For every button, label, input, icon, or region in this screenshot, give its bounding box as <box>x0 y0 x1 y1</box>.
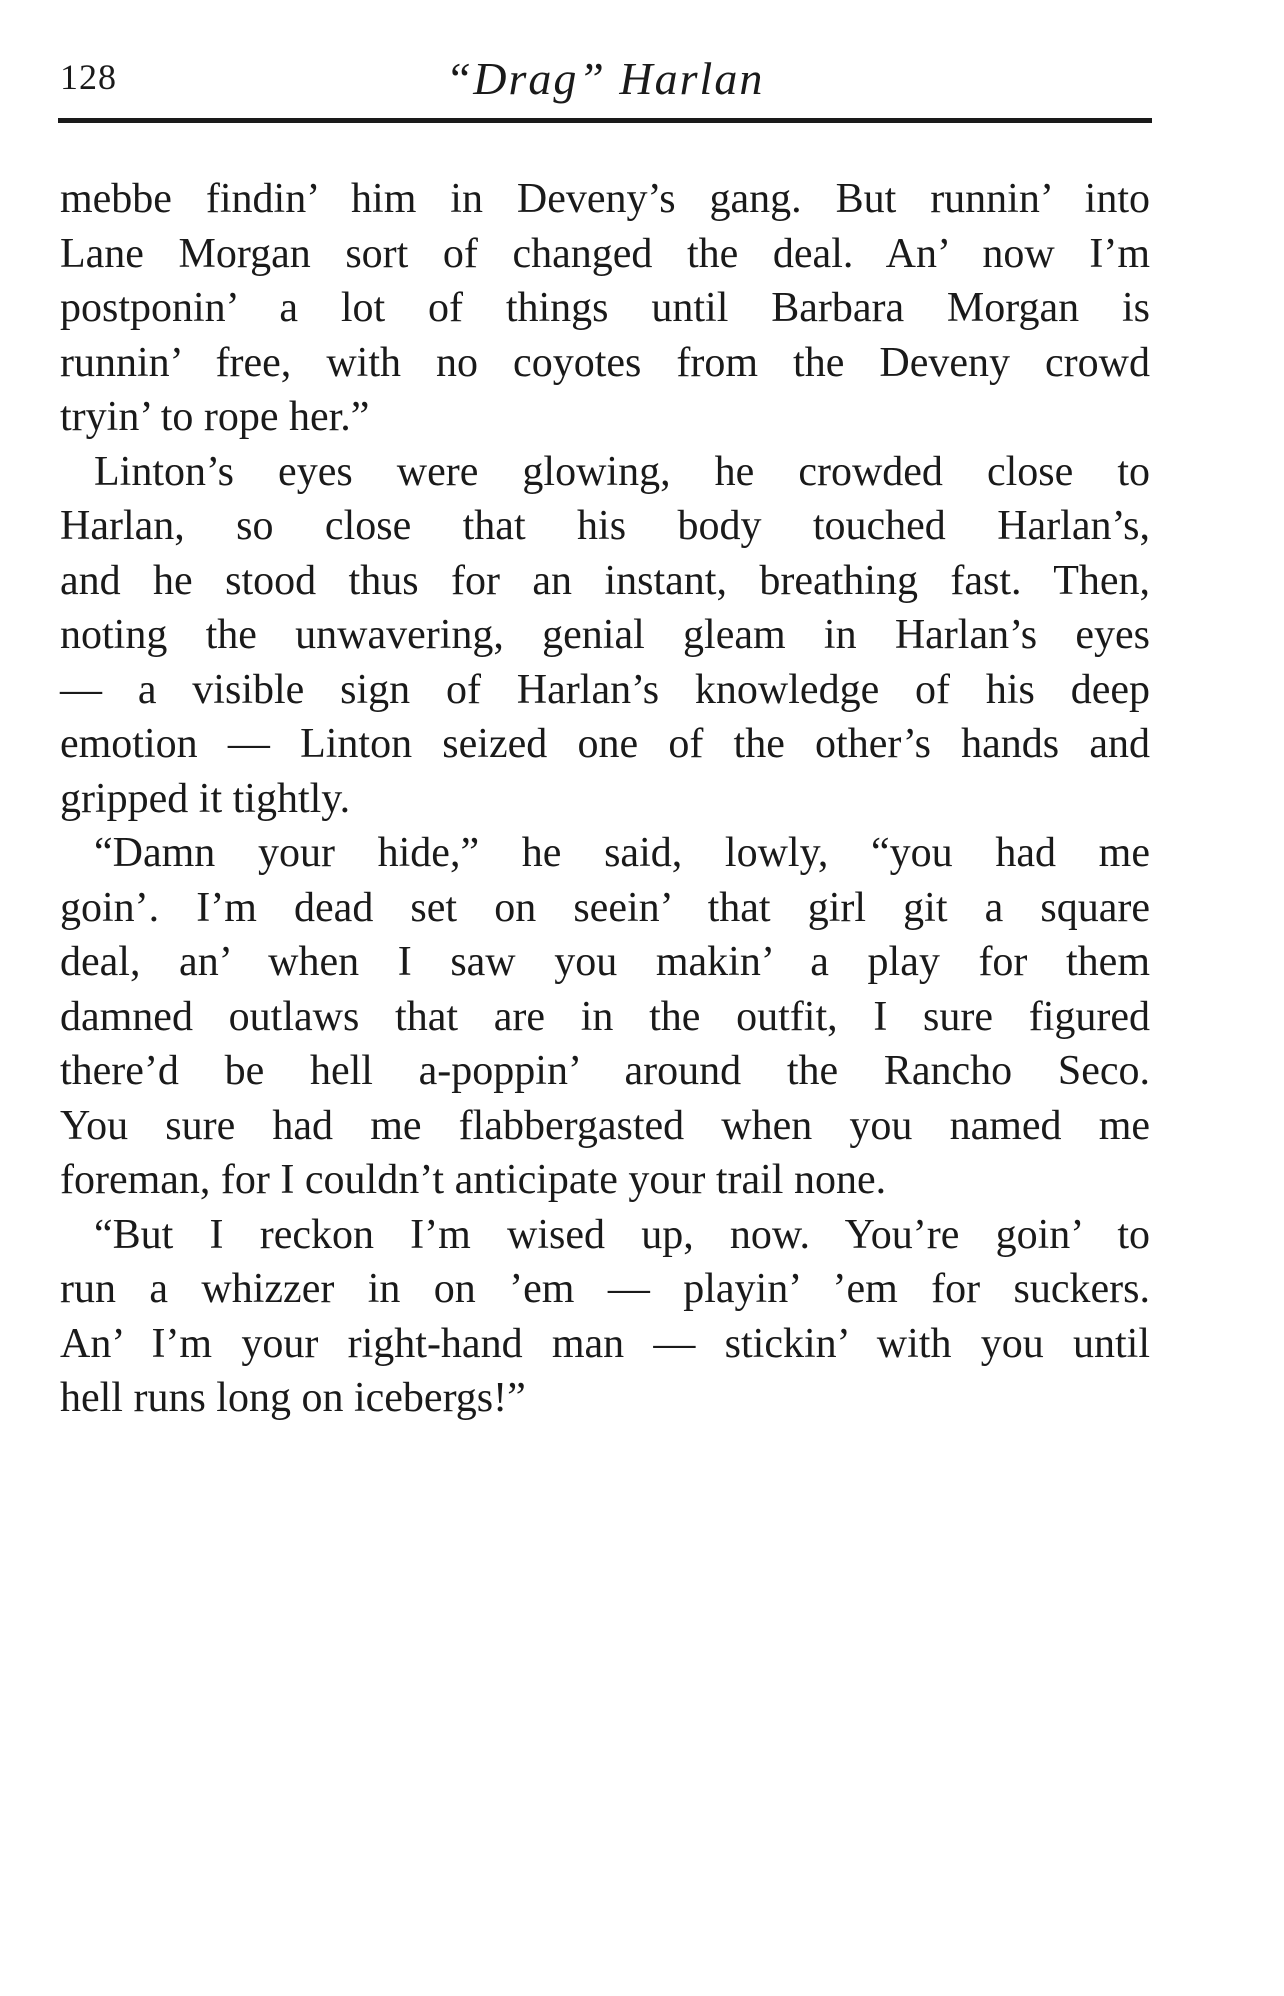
text-line: and he stood thus for an instant, breathing fast. Then, <box>60 557 1150 604</box>
text-line: emotion — Linton seized one of the other’s hands and <box>60 721 1150 767</box>
text-line: Harlan, so close that his body touched Harlan’s, <box>60 503 1150 549</box>
text-line: “But I reckon I’m wised up, now. You’re goin’ to <box>94 1211 1150 1258</box>
running-title: “Drag” Harlan <box>445 53 765 104</box>
text-line: noting the unwavering, genial gleam in Harlan’s eyes <box>60 612 1150 658</box>
text-line: gripped it tightly. <box>60 775 351 822</box>
text-line: You sure had me flabbergasted when you named me <box>60 1102 1150 1149</box>
text-line: — a visible sign of Harlan’s knowledge of his deep <box>60 666 1150 713</box>
header-rule <box>58 118 1152 123</box>
text-line: “Damn your hide,” he said, lowly, “you had me <box>94 830 1150 876</box>
text-line: deal, an’ when I saw you makin’ a play for them <box>60 939 1150 985</box>
text-line: foreman, for I couldn’t anticipate your trail none. <box>60 1157 887 1203</box>
text-line: hell runs long on icebergs!” <box>60 1375 526 1421</box>
text-line: run a whizzer in on ’em — playin’ ’em for suckers. <box>60 1266 1150 1312</box>
text-line: damned outlaws that are in the outfit, I sure figured <box>60 993 1150 1040</box>
text-line: goin’. I’m dead set on seein’ that girl git a square <box>60 884 1150 931</box>
text-line: Lane Morgan sort of changed the deal. An’ now I’m <box>60 230 1150 277</box>
text-line: postponin’ a lot of things until Barbara Morgan is <box>60 285 1150 331</box>
text-line: tryin’ to rope her.” <box>60 394 370 440</box>
page-header <box>60 52 1150 112</box>
text-line: Linton’s eyes were glowing, he crowded close to <box>94 448 1150 495</box>
page-number: 128 <box>60 57 117 97</box>
text-line: An’ I’m your right-hand man — stickin’ with you until <box>60 1320 1150 1367</box>
text-line: mebbe findin’ him in Deveny’s gang. But runnin’ into <box>60 176 1150 222</box>
text-line: runnin’ free, with no coyotes from the Deveny crowd <box>60 339 1150 386</box>
body-text <box>60 172 1150 1426</box>
text-line: there’d be hell a-poppin’ around the Rancho Seco. <box>60 1048 1150 1094</box>
